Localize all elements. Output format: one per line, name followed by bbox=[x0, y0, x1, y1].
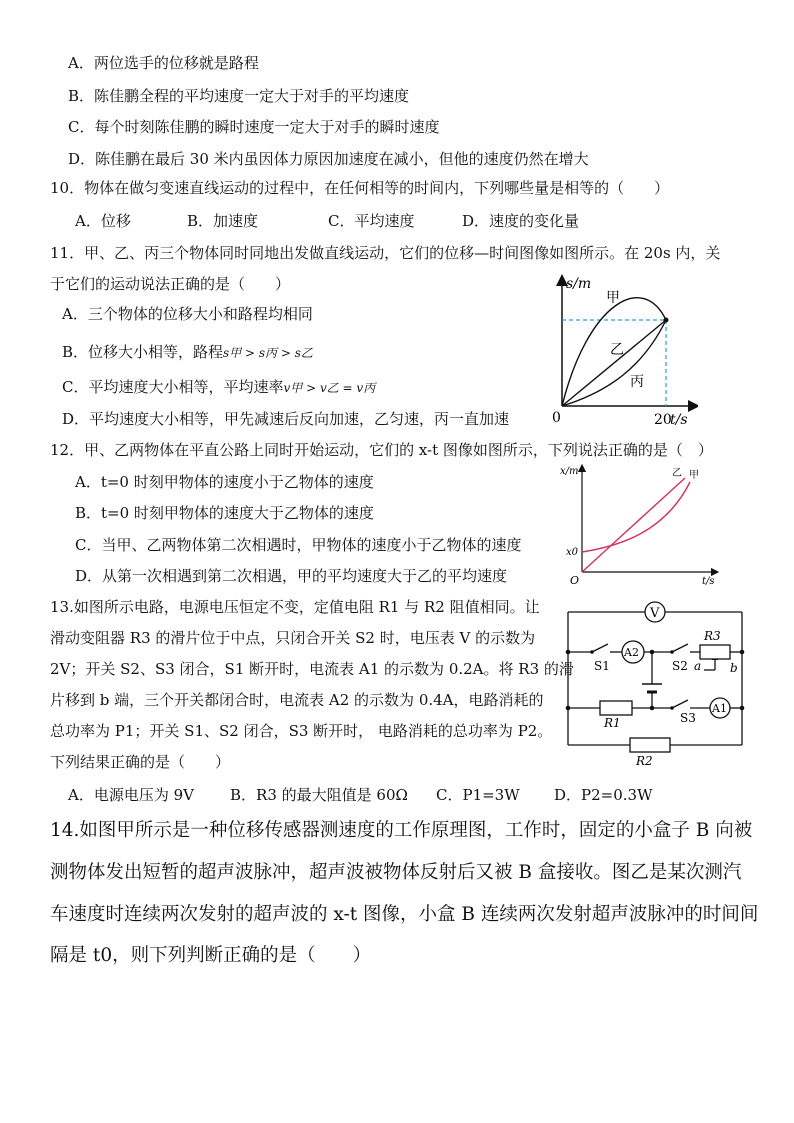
label-s2: S2 bbox=[672, 659, 688, 673]
q11-stem-line2: 于它们的运动说法正确的是（ ） bbox=[50, 275, 291, 293]
switch-s2 bbox=[672, 644, 688, 652]
switch-s1 bbox=[592, 644, 608, 652]
q13-option-d: D．P2=0.3W bbox=[554, 786, 653, 804]
q13-circuit-diagram bbox=[560, 600, 750, 770]
label-r1: R1 bbox=[604, 716, 621, 730]
resistor-r2 bbox=[630, 738, 670, 752]
q11-option-c-text: C．平均速度大小相等，平均速率 bbox=[62, 378, 284, 396]
q13-option-a: A．电源电压为 9V bbox=[68, 786, 194, 804]
q13-stem-line6: 下列结果正确的是（ ） bbox=[50, 753, 231, 771]
q11-origin: 0 bbox=[552, 410, 561, 426]
q12-y-label: x/m bbox=[560, 466, 579, 477]
q12-option-b: B．t=0 时刻甲物体的速度大于乙物体的速度 bbox=[75, 504, 374, 522]
switch-s3 bbox=[672, 700, 688, 708]
q11-option-a: A．三个物体的位移大小和路程均相同 bbox=[62, 305, 313, 323]
q14-stem-line2: 测物体发出短暂的超声波脉冲，超声波被物体反射后又被 B 盒接收。图乙是某次测汽 bbox=[50, 862, 742, 883]
q12-xt-graph bbox=[560, 462, 720, 586]
q14-stem-line3: 车速度时连续两次发射的超声波的 x-t 图像，小盒 B 连续两次发射超声波脉冲的时间间 bbox=[50, 904, 759, 925]
q13-stem-line4: 片移到 b 端，三个开关都闭合时，电流表 A2 的示数为 0.4A，电路消耗的 bbox=[50, 691, 544, 709]
label-v: V bbox=[650, 606, 660, 621]
q11-label-jia: 甲 bbox=[606, 290, 620, 306]
q11-label-bing: 丙 bbox=[630, 374, 644, 390]
q11-y-label: s/m bbox=[566, 276, 592, 292]
q11-option-b bbox=[62, 342, 313, 363]
resistor-r1 bbox=[600, 701, 632, 715]
q10-option-a: A．位移 bbox=[75, 212, 131, 230]
q12-origin: O bbox=[570, 574, 580, 586]
q10-option-b: B．加速度 bbox=[187, 212, 259, 230]
q11-option-b-text: B．位移大小相等，路程 bbox=[62, 343, 224, 361]
q11-option-c bbox=[62, 377, 375, 398]
label-b: b bbox=[730, 661, 738, 675]
q11-line-yi bbox=[562, 320, 666, 406]
q9-option-b: B．陈佳鹏全程的平均速度一定大于对手的平均速度 bbox=[68, 87, 410, 105]
resistor-r3 bbox=[700, 645, 730, 659]
q11-option-b-math: s甲 > s丙 > s乙 bbox=[223, 346, 313, 360]
q12-curve-jia bbox=[582, 482, 690, 552]
q10-option-c: C．平均速度 bbox=[328, 212, 415, 230]
q14-stem-line1: 14.如图甲所示是一种位移传感器测速度的工作原理图，工作时，固定的小盒子 B 向被 bbox=[50, 820, 753, 841]
q11-option-c-math: v甲 > v乙 = v丙 bbox=[283, 381, 376, 395]
q11-meet-point bbox=[664, 318, 669, 323]
q13-stem-line3: 2V；开关 S2、S3 闭合，S1 断开时，电流表 A1 的示数为 0.2A。将 R3 的滑 bbox=[50, 660, 574, 678]
q11-label-yi: 乙 bbox=[610, 342, 624, 358]
q13-options bbox=[68, 785, 653, 805]
q12-option-d: D．从第一次相遇到第二次相遇，甲的平均速度大于乙的平均速度 bbox=[75, 567, 508, 585]
q12-option-c: C．当甲、乙两物体第二次相遇时，甲物体的速度小于乙物体的速度 bbox=[75, 536, 522, 554]
q11-stem-line1: 11．甲、乙、丙三个物体同时同地出发做直线运动，它们的位移—时间图像如图所示。在 20s 内，关 bbox=[50, 244, 721, 262]
label-r2: R2 bbox=[636, 754, 653, 768]
q13-stem-line5: 总功率为 P1；开关 S1、S2 闭合，S3 断开时， 电路消耗的总功率为 P2。 bbox=[50, 722, 553, 740]
q9-option-a: A．两位选手的位移就是路程 bbox=[68, 54, 259, 72]
q12-stem: 12．甲、乙两物体在平直公路上同时开始运动，它们的 x-t 图像如图所示，下列说法正确的是（ ） bbox=[50, 441, 713, 459]
label-a2: A2 bbox=[624, 646, 639, 659]
q11-x-label: t/s bbox=[670, 412, 688, 428]
q13-stem-line2: 滑动变阻器 R3 的滑片位于中点，只闭合开关 S2 时，电压表 V 的示数为 bbox=[50, 629, 536, 647]
q12-label-jia: 甲 bbox=[689, 470, 699, 481]
label-a: a bbox=[694, 659, 702, 673]
label-s3: S3 bbox=[680, 711, 696, 725]
q12-x-label: t/s bbox=[702, 576, 715, 586]
q13-option-b: B．R3 的最大阻值是 60Ω bbox=[230, 786, 408, 804]
q9-option-c: C．每个时刻陈佳鹏的瞬时速度一定大于对手的瞬时速度 bbox=[68, 118, 440, 136]
q11-xtick-20: 20 bbox=[654, 412, 672, 428]
q12-label-yi: 乙 bbox=[672, 468, 682, 479]
q12-option-a: A．t=0 时刻甲物体的速度小于乙物体的速度 bbox=[75, 473, 374, 491]
q13-option-c: C．P1=3W bbox=[436, 786, 520, 804]
q14-stem-line4: 隔是 t0，则下列判断正确的是（ ） bbox=[50, 945, 372, 966]
q12-line-yi bbox=[582, 478, 685, 572]
q12-x0-label: x0 bbox=[566, 547, 579, 558]
q13-stem-line1: 13.如图所示电路，电源电压恒定不变，定值电阻 R1 与 R2 阻值相同。让 bbox=[50, 598, 540, 616]
label-r3: R3 bbox=[704, 629, 721, 643]
label-a1: A1 bbox=[712, 702, 727, 715]
q10-options bbox=[75, 211, 579, 231]
q10-stem: 10．物体在做匀变速直线运动的过程中，在任何相等的时间内，下列哪些量是相等的（ ） bbox=[50, 179, 670, 197]
label-s1: S1 bbox=[594, 659, 610, 673]
q9-option-d: D．陈佳鹏在最后 30 米内虽因体力原因加速度在减小，但他的速度仍然在增大 bbox=[68, 150, 589, 168]
q11-st-graph bbox=[548, 272, 698, 430]
q11-option-d: D．平均速度大小相等，甲先减速后反向加速，乙匀速，丙一直加速 bbox=[62, 410, 510, 428]
q10-option-d: D．速度的变化量 bbox=[462, 212, 580, 230]
